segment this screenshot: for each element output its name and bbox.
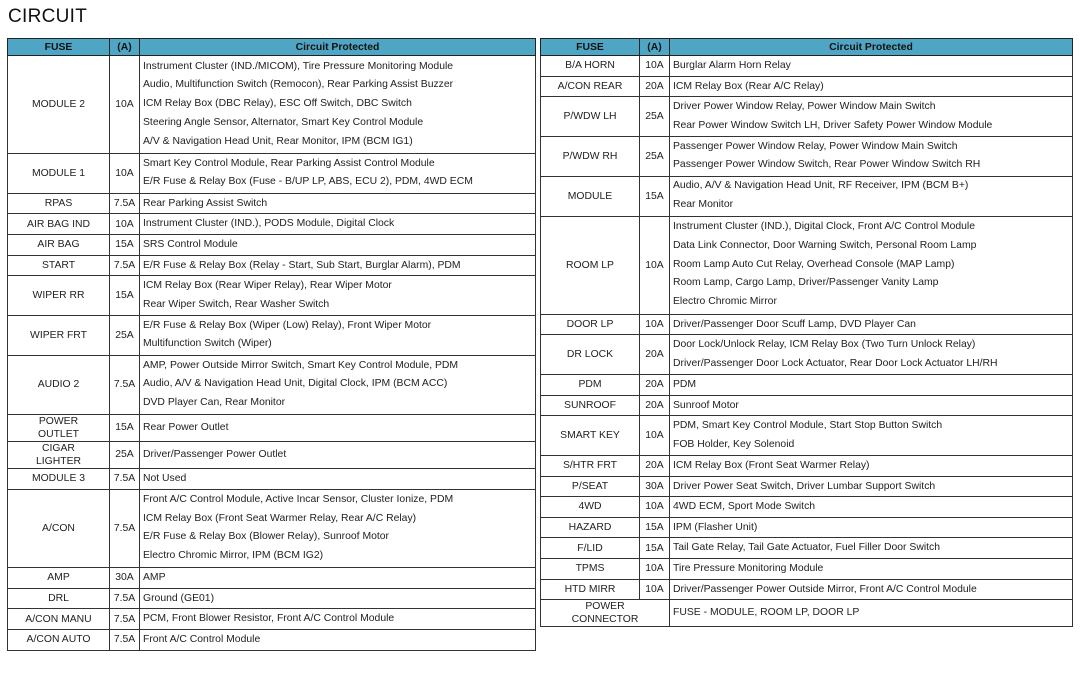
fuse-name-line: 4WD bbox=[578, 501, 602, 513]
table-row bbox=[541, 497, 1073, 518]
fuse-rating: 10A bbox=[110, 56, 140, 154]
fuse-rating: 7.5A bbox=[110, 355, 140, 414]
fuse-name-line: AIR BAG IND bbox=[27, 218, 90, 230]
table-row bbox=[541, 600, 1073, 627]
table-row bbox=[8, 193, 536, 214]
circuit-line: E/R Fuse & Relay Box (Fuse - B/UP LP, ABS, ECU 2), PDM, 4WD ECM bbox=[143, 176, 473, 188]
table-row bbox=[8, 609, 536, 630]
fuse-name bbox=[541, 216, 640, 314]
fuse-name bbox=[541, 579, 640, 600]
circuit-line: Door Lock/Unlock Relay, ICM Relay Box (Two Turn Unlock Relay) bbox=[673, 338, 976, 350]
fuse-rating: 10A bbox=[640, 56, 670, 77]
fuse-name-line: POWER bbox=[38, 415, 79, 427]
circuit-line: Sunroof Motor bbox=[673, 399, 739, 411]
fuse-name bbox=[8, 214, 110, 235]
fuse-rating: 15A bbox=[110, 276, 140, 316]
fuse-name-line: TPMS bbox=[575, 563, 605, 575]
fuse-name-line: S/HTR FRT bbox=[562, 460, 618, 472]
table-row bbox=[8, 441, 536, 468]
table-row bbox=[8, 568, 536, 589]
fuse-name bbox=[541, 517, 640, 538]
fuse-name bbox=[541, 455, 640, 476]
amp-column-header: (A) bbox=[640, 39, 670, 56]
circuit-protected bbox=[670, 416, 1073, 456]
fuse-name bbox=[8, 193, 110, 214]
table-row bbox=[8, 214, 536, 235]
fuse-name bbox=[541, 600, 670, 627]
fuse-name-line: P/SEAT bbox=[571, 480, 609, 492]
circuit-line: Electro Chromic Mirror, IPM (BCM IG2) bbox=[143, 550, 324, 562]
table-row bbox=[541, 476, 1073, 497]
table-row bbox=[541, 216, 1073, 314]
circuit-protected bbox=[670, 497, 1073, 518]
circuit-line: Passenger Power Window Switch, Rear Power Window Switch RH bbox=[673, 159, 981, 171]
fuse-name-line: A/CON MANU bbox=[25, 613, 92, 625]
circuit-protected bbox=[670, 56, 1073, 77]
fuse-name bbox=[8, 234, 110, 255]
circuit-line: Driver Power Window Relay, Power Window Main Switch bbox=[673, 100, 936, 112]
circuit-protected bbox=[140, 414, 536, 441]
fuse-rating: 20A bbox=[640, 395, 670, 416]
fuse-name bbox=[8, 154, 110, 194]
circuit-line: Driver/Passenger Power Outlet bbox=[143, 449, 287, 461]
circuit-line: Rear Monitor bbox=[673, 199, 734, 211]
fuse-name bbox=[541, 335, 640, 375]
fuse-name-line: AUDIO 2 bbox=[37, 379, 80, 391]
fuse-rating: 10A bbox=[640, 497, 670, 518]
circuit-line: FUSE - MODULE, ROOM LP, DOOR LP bbox=[673, 607, 860, 619]
circuit-line: Instrument Cluster (IND.), PODS Module, Digital Clock bbox=[143, 218, 395, 230]
circuit-column-header: Circuit Protected bbox=[670, 39, 1073, 56]
table-row bbox=[8, 489, 536, 568]
table-row bbox=[8, 276, 536, 316]
fuse-name bbox=[8, 588, 110, 609]
table-row bbox=[8, 588, 536, 609]
fuse-name bbox=[8, 489, 110, 568]
circuit-line: Smart Key Control Module, Rear Parking Assist Control Module bbox=[143, 157, 435, 169]
table-row bbox=[8, 414, 536, 441]
circuit-line: Rear Power Window Switch LH, Driver Safety Power Window Module bbox=[673, 119, 993, 131]
table-header-row bbox=[8, 39, 536, 56]
table-row bbox=[541, 136, 1073, 176]
fuse-name-line: CONNECTOR bbox=[571, 614, 639, 626]
amp-column-header: (A) bbox=[110, 39, 140, 56]
fuse-name bbox=[8, 609, 110, 630]
table-row bbox=[541, 97, 1073, 137]
circuit-line: Audio, Multifunction Switch (Remocon), Rear Parking Assist Buzzer bbox=[143, 79, 454, 91]
fuse-name-line: P/WDW RH bbox=[562, 150, 618, 162]
fuse-name bbox=[541, 395, 640, 416]
circuit-line: AMP, Power Outside Mirror Switch, Smart Key Control Module, PDM bbox=[143, 359, 459, 371]
fuse-name bbox=[541, 476, 640, 497]
fuse-name-line: P/WDW LH bbox=[563, 111, 617, 123]
circuit-line: A/V & Navigation Head Unit, Rear Monitor, IPM (BCM IG1) bbox=[143, 135, 413, 147]
fuse-name-line: A/CON AUTO bbox=[26, 634, 91, 646]
circuit-line: Multifunction Switch (Wiper) bbox=[143, 338, 272, 350]
circuit-line: Audio, A/V & Navigation Head Unit, Digital Clock, IPM (BCM ACC) bbox=[143, 378, 448, 390]
circuit-protected bbox=[140, 315, 536, 355]
table-row bbox=[541, 416, 1073, 456]
circuit-line: E/R Fuse & Relay Box (Blower Relay), Sunroof Motor bbox=[143, 531, 390, 543]
fuse-rating: 7.5A bbox=[110, 609, 140, 630]
fuse-name bbox=[8, 468, 110, 489]
circuit-protected bbox=[140, 629, 536, 650]
fuse-name bbox=[541, 374, 640, 395]
circuit-line: Not Used bbox=[143, 473, 187, 485]
circuit-protected bbox=[670, 76, 1073, 97]
fuse-name-line: PDM bbox=[578, 379, 602, 391]
table-row bbox=[541, 335, 1073, 375]
fuse-name bbox=[541, 314, 640, 335]
fuse-name-line: HAZARD bbox=[568, 522, 612, 534]
circuit-protected bbox=[670, 314, 1073, 335]
circuit-protected bbox=[140, 255, 536, 276]
circuit-line: PDM, Smart Key Control Module, Start Stop Button Switch bbox=[673, 419, 943, 431]
circuit-protected bbox=[670, 97, 1073, 137]
fuse-rating: 15A bbox=[640, 176, 670, 216]
fuse-column-header: FUSE bbox=[8, 39, 110, 56]
circuit-protected bbox=[140, 276, 536, 316]
circuit-protected bbox=[140, 355, 536, 414]
circuit-protected bbox=[140, 154, 536, 194]
circuit-line: Front A/C Control Module bbox=[143, 634, 261, 646]
fuse-name-line: DR LOCK bbox=[566, 349, 614, 361]
circuit-protected bbox=[670, 136, 1073, 176]
fuse-name-line: DRL bbox=[48, 593, 69, 605]
fuse-rating: 15A bbox=[640, 517, 670, 538]
circuit-line: Instrument Cluster (IND.), Digital Clock, Front A/C Control Module bbox=[673, 221, 975, 233]
circuit-protected bbox=[670, 538, 1073, 559]
fuse-name-line: POWER bbox=[585, 601, 625, 613]
fuse-name bbox=[8, 315, 110, 355]
fuse-rating: 10A bbox=[110, 154, 140, 194]
fuse-name bbox=[541, 176, 640, 216]
table-row bbox=[541, 558, 1073, 579]
fuse-rating: 20A bbox=[640, 374, 670, 395]
fuse-name-line: AMP bbox=[47, 572, 70, 584]
fuse-rating: 20A bbox=[640, 455, 670, 476]
fuse-rating: 7.5A bbox=[110, 255, 140, 276]
circuit-protected bbox=[140, 568, 536, 589]
circuit-protected bbox=[140, 56, 536, 154]
fuse-rating: 7.5A bbox=[110, 489, 140, 568]
table-row bbox=[8, 355, 536, 414]
circuit-line: ICM Relay Box (Front Seat Warmer Relay, Rear A/C Relay) bbox=[143, 512, 417, 524]
fuse-rating: 30A bbox=[110, 568, 140, 589]
circuit-protected bbox=[670, 374, 1073, 395]
circuit-protected bbox=[140, 489, 536, 568]
circuit-line: IPM (Flasher Unit) bbox=[673, 521, 758, 533]
fuse-rating: 7.5A bbox=[110, 588, 140, 609]
fuse-name bbox=[8, 629, 110, 650]
fuse-rating: 10A bbox=[640, 579, 670, 600]
circuit-protected bbox=[670, 579, 1073, 600]
fuse-rating: 30A bbox=[640, 476, 670, 497]
fuse-name-line: WIPER FRT bbox=[30, 329, 87, 341]
fuse-rating: 10A bbox=[640, 216, 670, 314]
circuit-line: Instrument Cluster (IND./MICOM), Tire Pressure Monitoring Module bbox=[143, 60, 454, 72]
table-row bbox=[8, 255, 536, 276]
fuse-name bbox=[8, 355, 110, 414]
fuse-name bbox=[541, 136, 640, 176]
circuit-protected bbox=[670, 455, 1073, 476]
circuit-line: SRS Control Module bbox=[143, 239, 238, 251]
fuse-rating: 10A bbox=[640, 416, 670, 456]
fuse-name bbox=[8, 276, 110, 316]
fuse-name bbox=[541, 76, 640, 97]
circuit-line: Rear Wiper Switch, Rear Washer Switch bbox=[143, 298, 330, 310]
circuit-line: Room Lamp, Cargo Lamp, Driver/Passenger Vanity Lamp bbox=[673, 277, 939, 289]
fuse-name bbox=[541, 538, 640, 559]
fuse-rating: 20A bbox=[640, 335, 670, 375]
circuit-line: 4WD ECM, Sport Mode Switch bbox=[673, 501, 816, 513]
fuse-rating: 25A bbox=[110, 315, 140, 355]
circuit-protected bbox=[140, 441, 536, 468]
fuse-rating: 25A bbox=[110, 441, 140, 468]
circuit-line: E/R Fuse & Relay Box (Relay - Start, Sub Start, Burglar Alarm), PDM bbox=[143, 259, 461, 271]
fuse-rating: 20A bbox=[640, 76, 670, 97]
circuit-protected bbox=[140, 234, 536, 255]
circuit-line: PCM, Front Blower Resistor, Front A/C Control Module bbox=[143, 613, 395, 625]
table-row bbox=[541, 56, 1073, 77]
fuse-rating: 10A bbox=[640, 558, 670, 579]
circuit-line: Passenger Power Window Relay, Power Window Main Switch bbox=[673, 140, 958, 152]
circuit-line: Rear Parking Assist Switch bbox=[143, 197, 268, 209]
fuse-name-line: SMART KEY bbox=[560, 430, 620, 442]
table-row bbox=[541, 517, 1073, 538]
page-title: CIRCUIT bbox=[8, 6, 88, 27]
table-row bbox=[8, 315, 536, 355]
circuit-protected bbox=[140, 468, 536, 489]
fuse-name-line: HTD MIRR bbox=[564, 583, 616, 595]
table-row bbox=[541, 538, 1073, 559]
fuse-name-line: MODULE 3 bbox=[31, 473, 86, 485]
circuit-line: ICM Relay Box (DBC Relay), ESC Off Switch, DBC Switch bbox=[143, 98, 412, 110]
fuse-name-line: SUNROOF bbox=[564, 399, 616, 411]
table-row bbox=[541, 76, 1073, 97]
fuse-name-line: DOOR LP bbox=[566, 318, 614, 330]
circuit-protected bbox=[670, 216, 1073, 314]
circuit-protected bbox=[140, 214, 536, 235]
circuit-protected bbox=[670, 335, 1073, 375]
circuit-line: Room Lamp Auto Cut Relay, Overhead Console (MAP Lamp) bbox=[673, 258, 955, 270]
circuit-line: Tail Gate Relay, Tail Gate Actuator, Fuel Filler Door Switch bbox=[673, 542, 940, 554]
table-row bbox=[8, 56, 536, 154]
circuit-line: Driver Power Seat Switch, Driver Lumbar Support Switch bbox=[673, 480, 936, 492]
table-row bbox=[8, 154, 536, 194]
circuit-line: FOB Holder, Key Solenoid bbox=[673, 438, 795, 450]
fuse-rating: 15A bbox=[640, 538, 670, 559]
fuse-name bbox=[8, 441, 110, 468]
circuit-line: ICM Relay Box (Rear A/C Relay) bbox=[673, 80, 824, 92]
circuit-line: Driver/Passenger Power Outside Mirror, Front A/C Control Module bbox=[673, 583, 977, 595]
circuit-line: DVD Player Can, Rear Monitor bbox=[143, 397, 286, 409]
fuse-name bbox=[8, 56, 110, 154]
fuse-rating: 25A bbox=[640, 97, 670, 137]
fuse-rating: 7.5A bbox=[110, 468, 140, 489]
fuse-name bbox=[541, 56, 640, 77]
circuit-line: Ground (GE01) bbox=[143, 592, 215, 604]
fuse-name-line: WIPER RR bbox=[32, 290, 85, 302]
circuit-protected bbox=[140, 609, 536, 630]
circuit-protected bbox=[670, 600, 1073, 627]
circuit-line: PDM bbox=[673, 379, 697, 391]
table-row bbox=[8, 629, 536, 650]
fuse-table-left bbox=[7, 38, 536, 651]
fuse-rating: 10A bbox=[110, 214, 140, 235]
circuit-protected bbox=[140, 588, 536, 609]
circuit-column-header: Circuit Protected bbox=[140, 39, 536, 56]
circuit-line: Driver/Passenger Door Scuff Lamp, DVD Player Can bbox=[673, 318, 916, 330]
table-row bbox=[541, 455, 1073, 476]
table-row bbox=[541, 579, 1073, 600]
fuse-column-header: FUSE bbox=[541, 39, 640, 56]
fuse-name bbox=[541, 558, 640, 579]
table-row bbox=[8, 234, 536, 255]
fuse-name-line: MODULE 2 bbox=[31, 99, 86, 110]
circuit-line: E/R Fuse & Relay Box (Wiper (Low) Relay), Front Wiper Motor bbox=[143, 319, 432, 331]
circuit-line: Burglar Alarm Horn Relay bbox=[673, 60, 791, 72]
table-row bbox=[541, 314, 1073, 335]
fuse-rating: 7.5A bbox=[110, 629, 140, 650]
fuse-name-line: MODULE 1 bbox=[31, 167, 86, 179]
fuse-name-line: RPAS bbox=[44, 198, 73, 210]
table-row bbox=[541, 176, 1073, 216]
circuit-line: Front A/C Control Module, Active Incar Sensor, Cluster Ionize, PDM bbox=[143, 493, 454, 505]
table-header-row bbox=[541, 39, 1073, 56]
fuse-name-line: START bbox=[41, 259, 76, 271]
fuse-name-line: AIR BAG bbox=[37, 239, 80, 251]
fuse-name-line: F/LID bbox=[577, 542, 603, 554]
fuse-name-line: ROOM LP bbox=[566, 259, 614, 271]
table-row bbox=[8, 468, 536, 489]
fuse-name-line: OUTLET bbox=[38, 428, 79, 440]
circuit-protected bbox=[670, 517, 1073, 538]
fuse-name-line: A/CON REAR bbox=[557, 80, 623, 92]
fuse-name-line: CIGAR bbox=[42, 442, 75, 454]
circuit-line: ICM Relay Box (Rear Wiper Relay), Rear Wiper Motor bbox=[143, 279, 392, 291]
fuse-name bbox=[541, 497, 640, 518]
fuse-table-right bbox=[540, 38, 1073, 627]
fuse-rating: 15A bbox=[110, 234, 140, 255]
fuse-name-line: A/CON bbox=[42, 522, 75, 534]
fuse-name-line: B/A HORN bbox=[565, 60, 615, 72]
fuse-name bbox=[8, 255, 110, 276]
circuit-protected bbox=[670, 176, 1073, 216]
fuse-name-line: LIGHTER bbox=[35, 455, 82, 467]
circuit-line: Tire Pressure Monitoring Module bbox=[673, 563, 824, 575]
circuit-line: Electro Chromic Mirror bbox=[673, 296, 777, 308]
circuit-protected bbox=[670, 395, 1073, 416]
circuit-line: Data Link Connector, Door Warning Switch, Personal Room Lamp bbox=[673, 239, 977, 251]
circuit-protected bbox=[670, 558, 1073, 579]
circuit-line: Steering Angle Sensor, Alternator, Smart Key Control Module bbox=[143, 116, 424, 128]
fuse-rating: 15A bbox=[110, 414, 140, 441]
table-row bbox=[541, 374, 1073, 395]
fuse-rating: 7.5A bbox=[110, 193, 140, 214]
fuse-rating: 25A bbox=[640, 136, 670, 176]
fuse-rating: 10A bbox=[640, 314, 670, 335]
fuse-name bbox=[541, 416, 640, 456]
circuit-protected bbox=[670, 476, 1073, 497]
fuse-name bbox=[8, 568, 110, 589]
fuse-name bbox=[8, 414, 110, 441]
circuit-protected bbox=[140, 193, 536, 214]
circuit-line: ICM Relay Box (Front Seat Warmer Relay) bbox=[673, 460, 870, 472]
circuit-line: Rear Power Outlet bbox=[143, 422, 229, 434]
circuit-line: AMP bbox=[143, 572, 166, 584]
circuit-line: Driver/Passenger Door Lock Actuator, Rear Door Lock Actuator LH/RH bbox=[673, 357, 998, 369]
circuit-line: Audio, A/V & Navigation Head Unit, RF Receiver, IPM (BCM B+) bbox=[673, 180, 969, 192]
fuse-name bbox=[541, 97, 640, 137]
table-row bbox=[541, 395, 1073, 416]
fuse-name-line: MODULE bbox=[567, 190, 613, 202]
